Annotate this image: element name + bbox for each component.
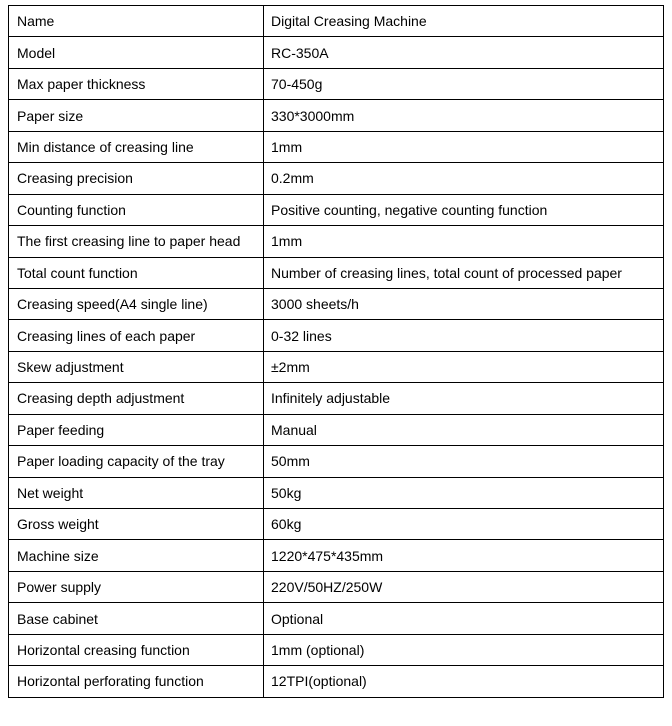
spec-label: Paper feeding bbox=[9, 414, 264, 445]
spec-value: 1mm (optional) bbox=[264, 634, 664, 665]
spec-value: 70-450g bbox=[264, 68, 664, 99]
table-row bbox=[9, 446, 664, 477]
table-row bbox=[9, 383, 664, 414]
spec-value: 0-32 lines bbox=[264, 320, 664, 351]
spec-label: Base cabinet bbox=[9, 603, 264, 634]
spec-label: Horizontal perforating function bbox=[9, 666, 264, 697]
spec-label: Creasing precision bbox=[9, 163, 264, 194]
spec-label: Horizontal creasing function bbox=[9, 634, 264, 665]
table-row bbox=[9, 68, 664, 99]
spec-value: Digital Creasing Machine bbox=[264, 6, 664, 37]
spec-value: RC-350A bbox=[264, 37, 664, 68]
spec-value: Infinitely adjustable bbox=[264, 383, 664, 414]
spec-value: 3000 sheets/h bbox=[264, 288, 664, 319]
table-row bbox=[9, 571, 664, 602]
spec-label: Model bbox=[9, 37, 264, 68]
spec-label: Creasing speed(A4 single line) bbox=[9, 288, 264, 319]
table-row bbox=[9, 540, 664, 571]
table-row bbox=[9, 414, 664, 445]
spec-value: 0.2mm bbox=[264, 163, 664, 194]
spec-value: Optional bbox=[264, 603, 664, 634]
spec-value: Positive counting, negative counting function bbox=[264, 194, 664, 225]
table-row bbox=[9, 603, 664, 634]
spec-label: Paper loading capacity of the tray bbox=[9, 446, 264, 477]
table-row bbox=[9, 100, 664, 131]
table-row bbox=[9, 634, 664, 665]
spec-label: Creasing depth adjustment bbox=[9, 383, 264, 414]
spec-value: 1220*475*435mm bbox=[264, 540, 664, 571]
spec-value: 1mm bbox=[264, 131, 664, 162]
table-row bbox=[9, 194, 664, 225]
spec-value: 330*3000mm bbox=[264, 100, 664, 131]
table-row bbox=[9, 288, 664, 319]
spec-value: 220V/50HZ/250W bbox=[264, 571, 664, 602]
spec-label: Max paper thickness bbox=[9, 68, 264, 99]
spec-table bbox=[8, 5, 664, 698]
spec-value: 50mm bbox=[264, 446, 664, 477]
table-row bbox=[9, 37, 664, 68]
spec-value: 12TPI(optional) bbox=[264, 666, 664, 697]
spec-label: Power supply bbox=[9, 571, 264, 602]
spec-label: Skew adjustment bbox=[9, 351, 264, 382]
table-row bbox=[9, 6, 664, 37]
spec-value: ±2mm bbox=[264, 351, 664, 382]
spec-table-body bbox=[9, 6, 664, 698]
spec-value: 1mm bbox=[264, 226, 664, 257]
spec-label: Total count function bbox=[9, 257, 264, 288]
spec-label: Paper size bbox=[9, 100, 264, 131]
table-row bbox=[9, 131, 664, 162]
table-row bbox=[9, 163, 664, 194]
spec-label: Name bbox=[9, 6, 264, 37]
table-row bbox=[9, 320, 664, 351]
spec-label: Min distance of creasing line bbox=[9, 131, 264, 162]
spec-value: Number of creasing lines, total count of processed paper bbox=[264, 257, 664, 288]
spec-label: Counting function bbox=[9, 194, 264, 225]
table-row bbox=[9, 666, 664, 697]
spec-value: 50kg bbox=[264, 477, 664, 508]
spec-label: Machine size bbox=[9, 540, 264, 571]
table-row bbox=[9, 226, 664, 257]
spec-label: Net weight bbox=[9, 477, 264, 508]
table-row bbox=[9, 477, 664, 508]
table-row bbox=[9, 257, 664, 288]
spec-label: Creasing lines of each paper bbox=[9, 320, 264, 351]
spec-value: Manual bbox=[264, 414, 664, 445]
spec-label: The first creasing line to paper head bbox=[9, 226, 264, 257]
spec-label: Gross weight bbox=[9, 509, 264, 540]
table-row bbox=[9, 351, 664, 382]
table-row bbox=[9, 509, 664, 540]
spec-value: 60kg bbox=[264, 509, 664, 540]
